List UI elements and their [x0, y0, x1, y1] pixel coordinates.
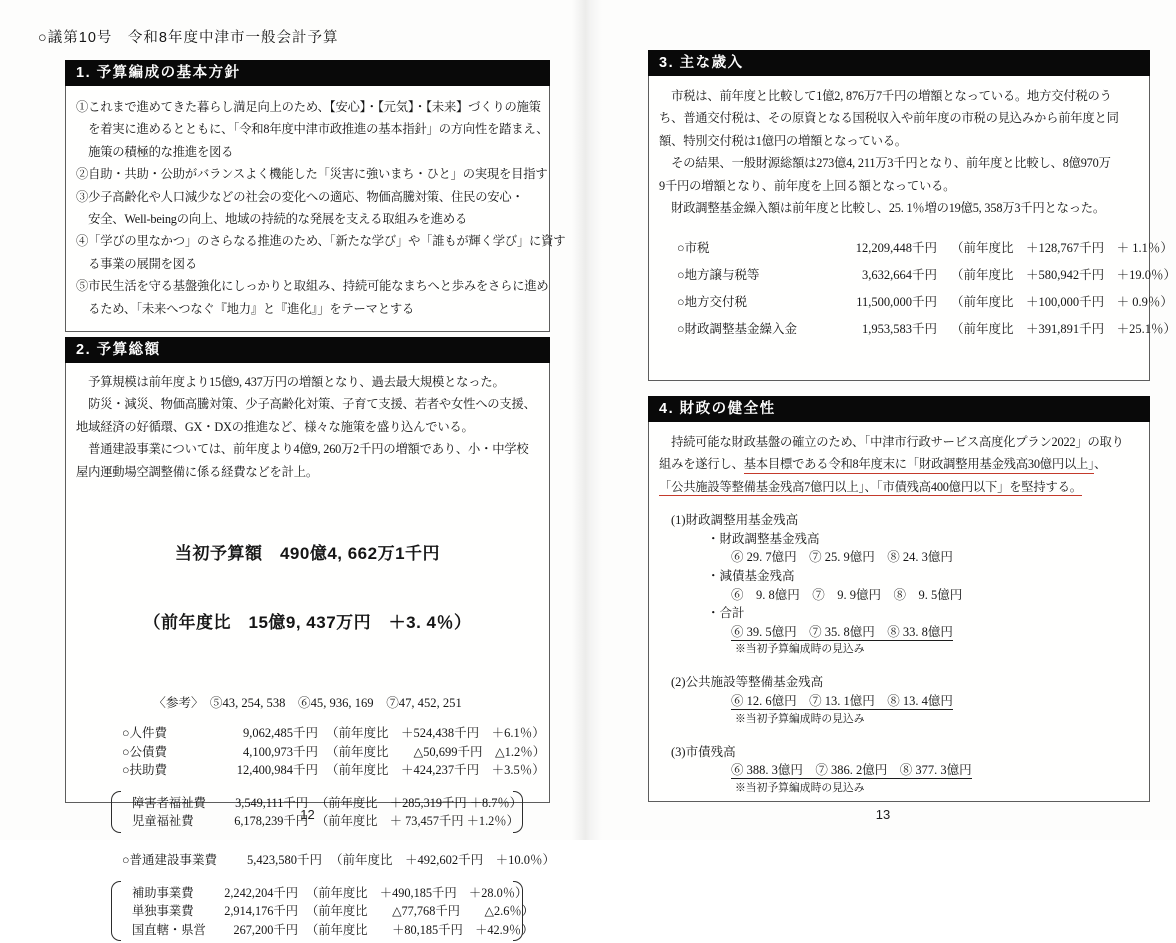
detail-amount: 2,242,204千円 — [224, 885, 298, 900]
section2-box — [65, 363, 556, 937]
estimate-note: ※当初予算編成時の見込み — [735, 643, 865, 656]
body-line: 普通建設事業については、前年度より4億9, 260万2千円の増額であり、小・中学校 — [76, 442, 529, 457]
section4-heading: 4. 財政の健全性 — [648, 396, 1150, 422]
fund-item-title: (3)市債残高 — [671, 744, 736, 759]
welfare-note: （前年度比 ＋ 73,457千円 ＋1.2％） — [316, 814, 519, 829]
expense-amount: 9,062,485千円 — [242, 726, 318, 741]
revenue-amount: 11,500,000千円 — [856, 295, 937, 310]
fund-values: ⑥ 9. 8億円 ⑦ 9. 9億円 ⑧ 9. 5億円 — [731, 587, 963, 602]
body-line: 額、特別交付税は1億円の増額となっている。 — [659, 133, 907, 148]
section4-box — [648, 422, 1150, 802]
red-underlined-target-text: 基本目標である令和8年度末に「財政調整用基金残高30億円以上」 — [744, 457, 1094, 474]
page-number: 12 — [300, 807, 315, 822]
welfare-amount: 3,549,111千円 — [235, 795, 308, 810]
document-title: ○議第10号 令和8年度中津市一般会計予算 — [38, 30, 339, 46]
expense-note: （前年度比 ＋424,237千円 ＋3.5％） — [326, 763, 545, 778]
revenue-note: （前年度比 ＋100,000千円 ＋ 0.9％） — [951, 295, 1173, 310]
group-bracket-right — [513, 881, 523, 942]
budget-change-line: （前年度比 15億9, 437万円 ＋3. 4％） — [143, 613, 472, 633]
expense-label: ○扶助費 — [122, 763, 168, 778]
body-line: 市税は、前年度と比較して1億2, 876万7千円の増額となっている。地方交付税のう — [659, 89, 1112, 103]
section3-paragraph — [649, 76, 1149, 219]
section3-heading: 3. 主な歳入 — [648, 50, 1150, 76]
fund-values: ⑥ 29. 7億円 ⑦ 25. 9億円 ⑧ 24. 3億円 — [731, 550, 953, 565]
right-page — [648, 0, 1176, 840]
detail-amount: 2,914,176千円 — [224, 904, 298, 919]
detail-label: 単独事業費 — [132, 904, 194, 919]
welfare-label: 児童福祉費 — [132, 814, 194, 829]
body-line: ②自助・共助・公助がバランスよく機能した「災害に強いまち・ひと」の実現を目指す — [76, 167, 548, 182]
expense-amount: 4,100,973千円 — [242, 744, 318, 759]
fund-sub-label: ・財政調整基金残高 — [707, 531, 820, 546]
body-line — [659, 453, 1143, 475]
detail-note: （前年度比 ＋490,185千円 ＋28.0％） — [306, 885, 528, 900]
body-line: 地域経済の好循環、GX・DXの推進など、様々な施策を盛り込んでいる。 — [76, 419, 474, 434]
detail-label: 補助事業費 — [132, 885, 194, 900]
construction-row — [122, 851, 556, 870]
revenue-amount: 12,209,448千円 — [855, 241, 937, 256]
fund-values-underlined: ⑥ 12. 6億円 ⑦ 13. 1億円 ⑧ 13. 4億円 — [731, 693, 953, 708]
section4-paragraph — [649, 422, 1149, 498]
page-number: 13 — [875, 807, 891, 822]
group-bracket-left — [111, 881, 121, 942]
revenue-amount: 3,632,664千円 — [861, 268, 937, 283]
revenue-label: ○地方交付税 — [677, 295, 748, 310]
body-line — [659, 476, 1143, 498]
fund-sub-label: ・合計 — [707, 606, 745, 621]
revenue-row — [677, 316, 1176, 343]
detail-label: 国直轄・県営 — [132, 922, 206, 937]
body-line: その結果、一般財源総額は273億4, 211万3千円となり、前年度と比較し、8億970万 — [659, 156, 1111, 171]
body-line: ①これまで進めてきた暮らし満足向上のため、【安心】・【元気】・【未来】づくりの施策 — [76, 100, 541, 114]
expense-label: ○人件費 — [122, 726, 168, 741]
revenue-label: ○財政調整基金繰入金 — [677, 321, 798, 336]
revenue-list — [677, 235, 1176, 342]
fund-values-underlined: ⑥ 39. 5億円 ⑦ 35. 8億円 ⑧ 33. 8億円 — [731, 624, 953, 639]
fund-values-underlined: ⑥ 388. 3億円 ⑦ 386. 2億円 ⑧ 377. 3億円 — [731, 763, 972, 778]
expense-note: （前年度比 △50,699千円 △1.2％） — [326, 744, 546, 759]
body-line: 9千円の増額となり、前年度を上回る額となっている。 — [659, 178, 956, 193]
body-line: を着実に進めるとともに、「令和8年度中津市政推進の基本指針」の方向性を踏まえ、 — [76, 122, 549, 137]
welfare-amount: 6,178,239千円 — [234, 814, 308, 829]
fund-item-title: (2)公共施設等整備基金残高 — [671, 675, 824, 690]
body-line: 安全、Well-beingの向上、地域の持続的な発展を支える取組みを進める — [76, 212, 468, 227]
detail-note: （前年度比 ＋80,185千円 ＋42.9％） — [306, 922, 534, 937]
body-line: 財政調整基金繰入額は前年度と比較し、25. 1％増の19億5, 358万3千円となった。 — [659, 201, 1105, 216]
revenue-note: （前年度比 ＋128,767千円 ＋ 1.1％） — [951, 241, 1173, 256]
construction-detail-row — [132, 902, 534, 921]
body-line: るため、「未来へつなぐ『地力』と『進化』」をテーマとする — [76, 301, 415, 316]
section3-box — [648, 76, 1176, 381]
construction-detail-row — [132, 921, 534, 940]
fund-sub-label: ・減債基金残高 — [707, 569, 795, 583]
expense-row — [122, 743, 549, 762]
welfare-label: 障害者福祉費 — [132, 795, 206, 810]
body-line: 持続可能な財政基盤の確立のため、「中津市行政サービス高度化プラン2022」の取り — [659, 435, 1124, 449]
body-line: 施策の積極的な推進を図る — [76, 144, 234, 159]
construction-label: ○普通建設事業費 — [122, 853, 218, 867]
construction-note: （前年度比 ＋492,602千円 ＋10.0％） — [330, 853, 556, 867]
fund-balance-list — [649, 511, 1149, 797]
body-line: ④「学びの里なかつ」のさらなる推進のため、「新たな学び」や「誰もが輝く学び」に資す — [76, 234, 566, 249]
construction-detail-row — [132, 884, 528, 903]
detail-note: （前年度比 △77,768千円 △2.6％） — [306, 904, 534, 919]
section1-heading: 1. 予算編成の基本方針 — [65, 60, 550, 86]
expense-list — [122, 724, 549, 780]
section2-heading: 2. 予算総額 — [65, 337, 550, 363]
reference-line: 〈参考〉 ⑤43, 254, 538 ⑥45, 936, 169 ⑦47, 452, 251 — [153, 696, 462, 711]
body-line: ち、普通交付税は、その原資となる国税収入や前年度の市税の見込みから前年度と同 — [659, 111, 1119, 126]
revenue-label: ○地方譲与税等 — [677, 268, 760, 283]
revenue-label: ○市税 — [677, 241, 710, 256]
revenue-row — [677, 289, 1173, 316]
detail-amount: 267,200千円 — [233, 922, 298, 937]
body-line: ③少子高齢化や人口減少などの社会の変化への適応、物価高騰対策、住民の安心・ — [76, 189, 524, 204]
left-page — [30, 0, 590, 937]
construction-detail-group — [108, 879, 534, 943]
body-line: 防災・減災、物価高騰対策、少子高齢化対策、子育て支援、若者や女性への支援、 — [76, 397, 536, 412]
expense-amount: 12,400,984千円 — [236, 763, 318, 778]
revenue-row — [677, 235, 1173, 262]
section2-paragraph — [66, 363, 549, 483]
body-line: ⑤市民生活を守る基盤強化にしっかりと取組み、持続可能なまちへと歩みをさらに進め — [76, 279, 549, 294]
fund-item-title: (1)財政調整用基金残高 — [671, 513, 799, 528]
revenue-amount: 1,953,583千円 — [861, 321, 937, 336]
plain-text: 、 — [1094, 457, 1107, 472]
revenue-row — [677, 262, 1176, 289]
initial-budget-amount — [66, 496, 549, 680]
revenue-note: （前年度比 ＋580,942千円 ＋19.0％） — [951, 268, 1176, 283]
expense-row — [122, 724, 549, 743]
section1-body — [66, 86, 566, 320]
estimate-note: ※当初予算編成時の見込み — [735, 712, 865, 725]
plain-text: 組みを遂行し、 — [659, 457, 744, 472]
estimate-note: ※当初予算編成時の見込み — [735, 781, 865, 794]
construction-amount: 5,423,580千円 — [246, 853, 322, 867]
section1-box — [65, 86, 566, 332]
body-line: 屋内運動場空調整備に係る経費などを計上。 — [76, 464, 318, 479]
budget-amount-line: 当初予算額 490億4, 662万1千円 — [174, 544, 441, 564]
body-line: 予算規模は前年度より15億9, 437万円の増額となり、過去最大規模となった。 — [76, 375, 505, 389]
expense-note: （前年度比 ＋524,438千円 ＋6.1％） — [326, 726, 545, 741]
revenue-note: （前年度比 ＋391,891千円 ＋25.1％） — [951, 321, 1176, 336]
expense-row — [122, 761, 549, 780]
body-line: る事業の展開を図る — [76, 256, 197, 271]
welfare-note: （前年度比 ＋285,319千円 ＋8.7％） — [316, 795, 522, 810]
red-underlined-target-text: 「公共施設等整備基金残高7億円以上」、「市債残高400億円以下」を堅持する。 — [659, 480, 1082, 497]
expense-label: ○公債費 — [122, 744, 168, 759]
